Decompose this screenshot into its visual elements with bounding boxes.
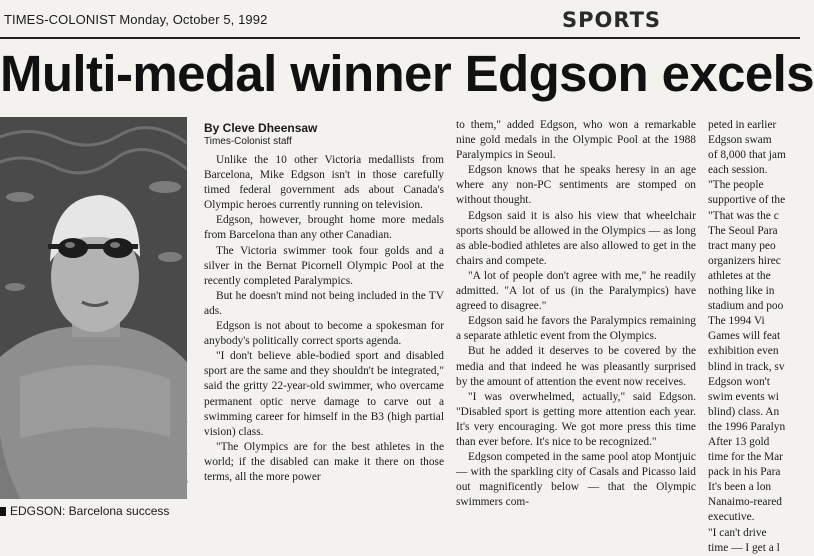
text-line: Games will feat bbox=[708, 330, 781, 343]
masthead bbox=[0, 8, 800, 34]
text-line: athletes at the bbox=[708, 269, 771, 282]
paragraph: Edgson said it is also his view that wheelchair sports should be allowed in the Olympics — as long as able-bodied athletes are also allowed to get in the chairs and compete. bbox=[456, 209, 696, 267]
article-column-1 bbox=[204, 153, 444, 523]
dateline: TIMES-COLONIST Monday, October 5, 1992 bbox=[4, 12, 268, 27]
paragraph: Edgson competed in the same pool atop Montjuic — with the sparkling city of Casals and Picasso laid out magnificently below — that the Olympic swimmers com- bbox=[456, 451, 696, 509]
paragraph: Edgson, however, brought home more medals from Barcelona than any other Canadian. bbox=[204, 214, 444, 242]
paragraph: The Victoria swimmer took four golds and a silver in the Bernat Picornell Olympic Pool at the recently completed Paralympics. bbox=[204, 244, 444, 287]
masthead-rule bbox=[0, 37, 800, 39]
byline-affiliation: Times-Colonist staff bbox=[204, 136, 292, 147]
text-line: executive. bbox=[708, 511, 755, 524]
text-line: of 8,000 that jam bbox=[708, 149, 786, 162]
text-line: "I can't drive bbox=[708, 526, 767, 539]
text-line: tract many peo bbox=[708, 239, 776, 252]
caption-text: EDGSON: Barcelona success bbox=[10, 504, 170, 518]
text-line: peted in earlier bbox=[708, 119, 777, 131]
paragraph: "I don't believe able-bodied sport and disabled sport are the same and they shouldn't be integrated," said the gritty 22-year-old swimmer, who overcame permanent optic nerve damage to carve out a swimming career for himself in the B3 (high partial vision) class. bbox=[204, 350, 444, 438]
text-line: supportive of the bbox=[708, 194, 786, 207]
text-line: nothing like in bbox=[708, 285, 775, 298]
headline: Multi-medal winner Edgson excels bbox=[0, 45, 814, 102]
byline: By Cleve Dheensaw bbox=[204, 121, 318, 135]
text-line: stadium and poo bbox=[708, 300, 784, 313]
paragraph: But he doesn't mind not being included in the TV ads. bbox=[204, 289, 444, 317]
text-line: exhibition even bbox=[708, 345, 779, 358]
text-line: Nanaimo-reared bbox=[708, 496, 782, 509]
text-line: It's been a lon bbox=[708, 481, 772, 494]
article-column-2 bbox=[456, 118, 696, 523]
text-line: blind) class. An bbox=[708, 405, 780, 418]
paragraph: to them," added Edgson, who won a remarkable nine gold medals in the Olympic Pool at the 1988 Paralympics in Seoul. bbox=[456, 119, 696, 162]
text-line: "The people bbox=[708, 179, 764, 192]
paragraph: Edgson said he favors the Paralympics remaining a separate athletic event from the Olympics. bbox=[456, 315, 696, 343]
text-line: Edgson won't bbox=[708, 375, 770, 388]
text-line: blind in track, sv bbox=[708, 360, 785, 373]
text-line: swim events wi bbox=[708, 390, 779, 403]
text-line: time for the Mar bbox=[708, 451, 783, 464]
text-line: "That was the c bbox=[708, 209, 779, 222]
caption-bullet bbox=[0, 507, 6, 516]
text-line: The Seoul Para bbox=[708, 224, 778, 237]
text-line: After 13 gold bbox=[708, 435, 770, 448]
section-label: SPORTS bbox=[562, 8, 662, 32]
swimmer-photo bbox=[0, 117, 187, 499]
paragraph: Edgson knows that he speaks heresy in an age where any non-PC sentiments are stomped on without thought. bbox=[456, 164, 696, 207]
text-line: Edgson swam bbox=[708, 134, 772, 147]
paragraph: "A lot of people don't agree with me," he readily admitted. "A lot of us (in the Paralympics) have agreed to disagree." bbox=[456, 269, 696, 313]
text-line: time — I get a l bbox=[708, 541, 780, 554]
paragraph: Edgson is not about to become a spokesman for anybody's politically correct sports agenda. bbox=[204, 320, 444, 348]
text-line: pack in his Para bbox=[708, 466, 781, 479]
article-column-3 bbox=[708, 118, 804, 554]
text-line: the 1996 Paralyn bbox=[708, 420, 786, 433]
paragraph: But he added it deserves to be covered by the media and that indeed he was pleasantly surprised by the amount of attention the event now receives. bbox=[456, 345, 696, 388]
paragraph: "I was overwhelmed, actually," said Edgson. "Disabled sport is getting more attention each year. It's very encouraging. We got more press this time than ever before. It's nice to be recognized." bbox=[456, 390, 696, 448]
photo-caption bbox=[0, 504, 190, 518]
paragraph: "The Olympics are for the best athletes in the world; if the disabled can make it there on those terms, all the more power bbox=[204, 440, 444, 483]
text-line: The 1994 Vi bbox=[708, 315, 765, 328]
paragraph: Unlike the 10 other Victoria medallists from Barcelona, Mike Edgson isn't in those carefully timed federal government ads about Canada's Olympic heroes currently running on television. bbox=[204, 154, 444, 212]
text-line: each session. bbox=[708, 164, 768, 177]
text-line: organizers hirec bbox=[708, 254, 781, 267]
